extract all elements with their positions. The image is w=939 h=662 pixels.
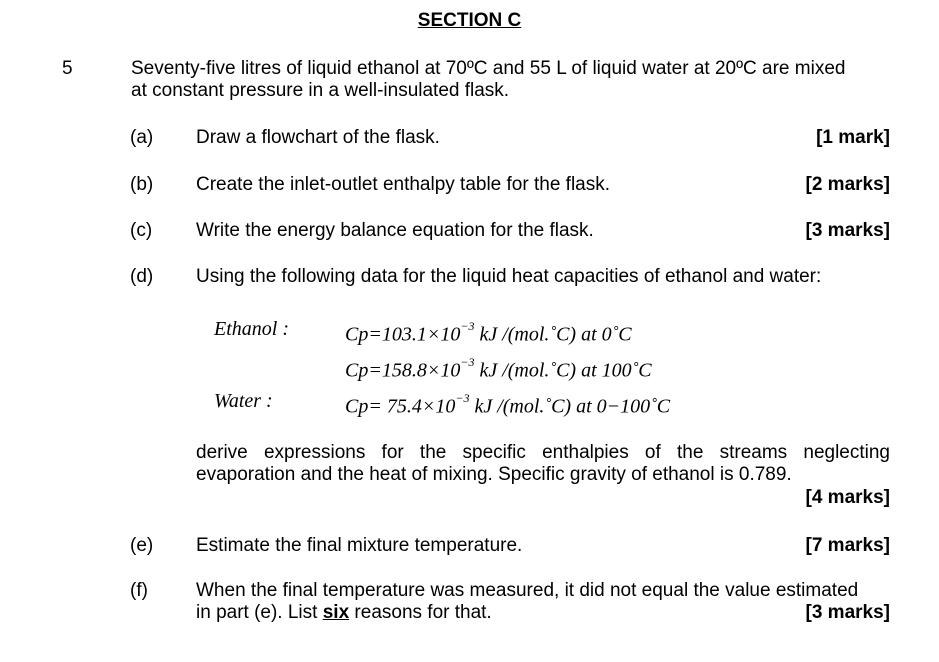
part-f-label: (f) [130,580,148,601]
water-label: Water : [214,390,273,412]
part-d-text: Using the following data for the liquid heat capacities of ethanol and water: [196,266,822,287]
ethanol-equation-1 [345,318,632,346]
part-e-label: (e) [130,535,154,556]
question-stem-line-1: Seventy-five litres of liquid ethanol at 70ºC and 55 L of liquid water at 20ºC are mixed [131,58,846,79]
part-f-line-2-start: in part (e). List [196,602,323,623]
ethanol-eq2-base: Cp=158.8×10 [345,359,461,382]
part-c-label: (c) [130,220,153,241]
part-f-line-1: When the final temperature was measured, it did not equal the value estimated [196,580,859,601]
ethanol-eq1-rest: kJ /(mol.˚C) at 0˚C [474,323,632,346]
section-title: SECTION C [417,10,522,31]
part-b-label: (b) [130,174,154,195]
ethanol-equation-2 [345,354,652,382]
water-eq-exponent: −3 [455,391,470,405]
question-stem-line-2: at constant pressure in a well-insulated flask. [131,80,510,101]
part-c-marks: [3 marks] [805,220,890,241]
part-f-emphasis: six [322,602,350,623]
part-e-marks: [7 marks] [805,535,890,556]
water-eq-rest: kJ /(mol.˚C) at 0−100˚C [469,395,671,418]
water-equation [345,390,670,418]
part-f-line-2-end: reasons for that. [349,602,492,623]
ethanol-eq1-base: Cp=103.1×10 [345,323,461,346]
part-d-marks: [4 marks] [805,487,890,508]
part-f-marks: [3 marks] [805,602,890,623]
question-number: 5 [62,58,73,79]
part-a-text: Draw a flowchart of the flask. [196,127,440,148]
part-f-line-2 [196,602,492,624]
part-a-label: (a) [130,127,154,148]
part-b-marks: [2 marks] [805,174,890,195]
ethanol-label: Ethanol : [214,318,289,340]
water-eq-base: Cp= 75.4×10 [345,395,456,418]
part-a-marks: [1 mark] [816,127,890,148]
ethanol-eq1-exponent: −3 [460,319,475,333]
part-d-text-2-line-1: derive expressions for the specific enthalpies of the streams neglecting [196,442,890,463]
part-d-label: (d) [130,266,154,287]
ethanol-eq2-rest: kJ /(mol.˚C) at 100˚C [474,359,652,382]
part-d-text-2-line-2: evaporation and the heat of mixing. Specific gravity of ethanol is 0.789. [196,464,792,485]
part-e-text: Estimate the final mixture temperature. [196,535,523,556]
part-c-text: Write the energy balance equation for the flask. [196,220,594,241]
ethanol-eq2-exponent: −3 [460,355,475,369]
part-b-text: Create the inlet-outlet enthalpy table for the flask. [196,174,611,195]
